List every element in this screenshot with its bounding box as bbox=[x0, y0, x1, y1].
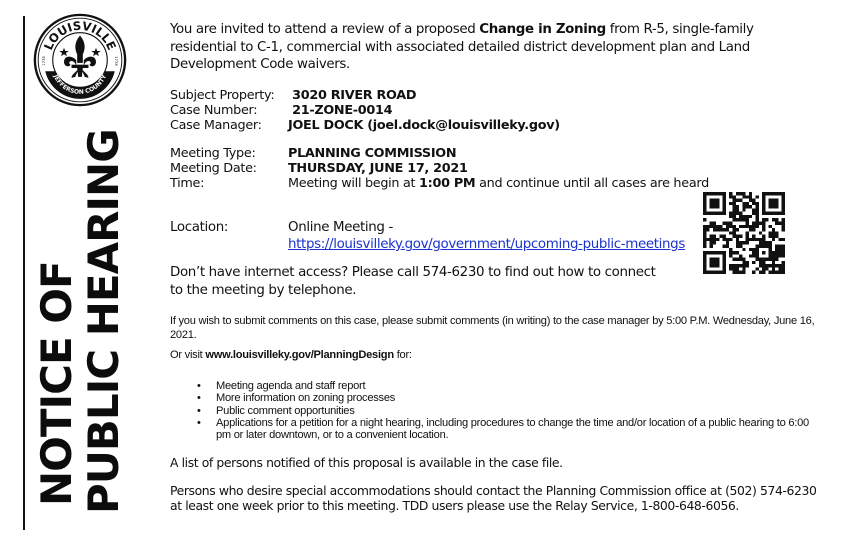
location-text: Online Meeting - bbox=[288, 220, 393, 235]
case-manager-row bbox=[170, 119, 560, 134]
visit-text: Or visit bbox=[170, 349, 206, 361]
qr-code-icon[interactable] bbox=[703, 192, 785, 274]
location-label: Location: bbox=[170, 220, 228, 235]
subject-property-value: 3020 RIVER ROAD bbox=[288, 88, 417, 103]
title-notice-of: NOTICE OF bbox=[32, 261, 81, 506]
bullet-icon: • bbox=[197, 380, 201, 392]
list-item bbox=[170, 380, 820, 392]
visit-text-rest: for: bbox=[393, 349, 412, 361]
case-details bbox=[170, 89, 560, 133]
intro-bold-change-in-zoning: Change in Zoning bbox=[479, 22, 606, 37]
seal-bottom-text: JEFFERSON COUNTY bbox=[51, 73, 109, 96]
time-text: Meeting will begin at bbox=[288, 175, 420, 191]
comments-paragraph: If you wish to submit comments on this case, please submit comments (in writing) to the case manager by 5:00 P.M. Wednesday, June 16, 2021. bbox=[170, 315, 815, 341]
planning-design-link[interactable]: www.louisvilleky.gov/PlanningDesign bbox=[205, 349, 394, 361]
meeting-time-row bbox=[170, 177, 709, 192]
list-item-text: Applications for a petition for a night hearing, including procedures to change the time and/or location of a public hearing to 6:00 pm or later downtown, or to a convenient location. bbox=[216, 416, 809, 442]
meeting-date-label: Meeting Date: bbox=[170, 160, 257, 176]
list-item-text: Meeting agenda and staff report bbox=[216, 380, 366, 392]
louisville-seal-logo bbox=[33, 13, 127, 107]
case-number-value: 21-ZONE-0014 bbox=[288, 102, 393, 118]
list-item-text: Public comment opportunities bbox=[216, 404, 355, 417]
intro-text-rest: from R-5, single-family residential to C-1, commercial with associated detailed district development plan and Land Development Code waivers. bbox=[170, 22, 754, 72]
subject-property-row bbox=[170, 89, 560, 104]
case-number-label: Case Number: bbox=[170, 102, 258, 118]
location-value bbox=[288, 219, 685, 253]
location-row bbox=[170, 219, 685, 253]
time-text-rest: and continue until all cases are heard bbox=[475, 175, 709, 191]
time-bold: 1:00 PM bbox=[419, 175, 476, 191]
subject-property-label: Subject Property: bbox=[170, 88, 275, 103]
accommodations-paragraph: Persons who desire special accommodations should contact the Planning Commission office at (502) 574-6230 at least one week prior to this meeting. TDD users please use the Relay Service, 1-800-648-6056. bbox=[170, 483, 817, 513]
seal-left-year: 1778 bbox=[42, 56, 47, 66]
bullet-icon: • bbox=[197, 416, 201, 429]
meeting-type-label: Meeting Type: bbox=[170, 146, 256, 161]
list-item-text: More information on zoning processes bbox=[216, 392, 396, 405]
resources-list bbox=[170, 380, 820, 441]
notified-paragraph: A list of persons notified of this proposal is available in the case file. bbox=[170, 455, 563, 470]
case-manager-label: Case Manager: bbox=[170, 117, 262, 133]
list-item bbox=[170, 392, 820, 404]
meeting-date-row bbox=[170, 162, 709, 177]
list-item bbox=[170, 405, 820, 417]
meeting-time-value bbox=[288, 177, 709, 192]
bullet-icon: • bbox=[197, 392, 201, 405]
intro-text: You are invited to attend a review of a proposed bbox=[170, 22, 480, 37]
meetings-link[interactable]: https://louisvilleky.gov/government/upcoming-public-meetings bbox=[288, 237, 685, 252]
list-item bbox=[170, 417, 820, 442]
seal-right-year: 1778 bbox=[113, 56, 118, 66]
meeting-details bbox=[170, 147, 709, 191]
left-border-line bbox=[23, 16, 25, 530]
meeting-date-value: THURSDAY, JUNE 17, 2021 bbox=[288, 160, 468, 176]
case-number-row bbox=[170, 104, 560, 119]
meeting-type-row bbox=[170, 147, 709, 162]
seal-top-text: LOUISVILLE bbox=[41, 18, 119, 53]
meeting-type-value: PLANNING COMMISSION bbox=[288, 146, 457, 161]
visit-paragraph bbox=[170, 349, 412, 363]
phone-access-note: Don’t have internet access? Please call 574-6230 to find out how to connect to the meeting by telephone. bbox=[170, 265, 656, 298]
case-manager-value: JOEL DOCK (joel.dock@louisvilleky.gov) bbox=[288, 117, 560, 133]
intro-paragraph bbox=[170, 21, 820, 74]
bullet-icon: • bbox=[197, 404, 201, 417]
title-public-hearing: PUBLIC HEARING bbox=[79, 129, 128, 514]
meeting-time-label: Time: bbox=[170, 175, 205, 191]
